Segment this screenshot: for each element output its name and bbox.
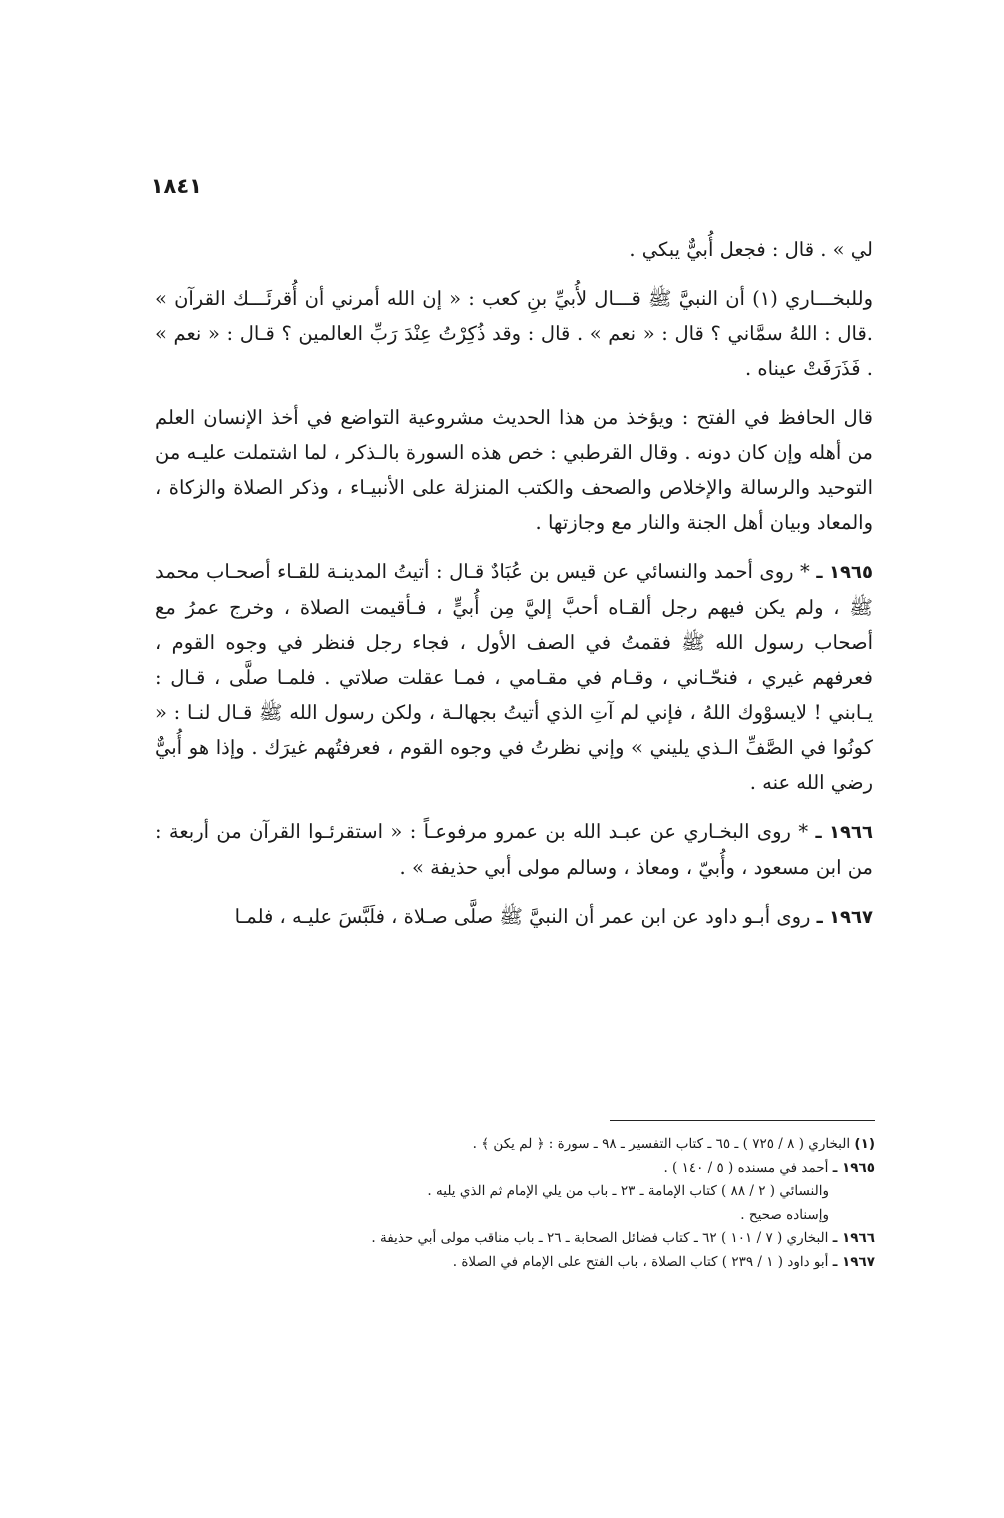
paragraph-continuation bbox=[155, 232, 873, 267]
paragraph-text: وللبخـــاري (١) أن النبيَّ ﷺ قـــال لأُبيِّ بنِ كعب : « إن الله أمرني أن أُقرئَـــك القرآن » .قال : اللهُ سمَّاني ؟ قال : « نعم » . قال : وقد ذُكِرْتُ عِنْدَ رَبِّ العالمين ؟ قـال : « نعم » . فَذَرَفَتْ عيناه . bbox=[155, 287, 873, 380]
footnote-text: البخاري ( ٨ / ٧٢٥ ) ـ ٦٥ ـ كتاب التفسير ـ ٩٨ ـ سورة : ﴿ لم يكن ﴾ . bbox=[472, 1136, 851, 1152]
paragraph-hafiz-commentary bbox=[155, 400, 873, 540]
footnote-text: والنسائي ( ٢ / ٨٨ ) كتاب الإمامة ـ ٢٣ ـ باب من يلي الإمام ثم الذي يليه . bbox=[427, 1183, 829, 1199]
footnote-1966 bbox=[275, 1227, 875, 1251]
hadith-number: ١٩٦٧ ـ bbox=[816, 907, 873, 928]
hadith-1967 bbox=[155, 899, 873, 935]
footnote-text: أحمد في مسنده ( ٥ / ١٤٠ ) . bbox=[663, 1159, 829, 1176]
footnotes bbox=[275, 1120, 875, 1274]
main-text bbox=[155, 232, 873, 949]
paragraph-text: لي » . قال : فجعل أُبيٌّ يبكي . bbox=[629, 238, 873, 261]
footnote-number: ١٩٦٧ ـ bbox=[832, 1253, 875, 1270]
hadith-number: ١٩٦٥ ـ bbox=[816, 562, 873, 583]
paragraph-bukhari-narration bbox=[155, 281, 873, 386]
page-number: ١٨٤١ bbox=[150, 174, 202, 198]
hadith-1966 bbox=[155, 814, 873, 885]
footnote-text: أبو داود ( ١ / ٢٣٩ ) كتاب الصلاة ، باب الفتح على الإمام في الصلاة . bbox=[452, 1253, 829, 1270]
footnote-divider bbox=[610, 1120, 875, 1121]
footnote-1 bbox=[275, 1133, 875, 1157]
hadith-number: ١٩٦٦ ـ bbox=[815, 822, 873, 843]
paragraph-text: قال الحافظ في الفتح : ويؤخذ من هذا الحديث مشروعية التواضع في أخذ الإنسان العلم من أهله وإن كان دونه . وقال القرطبي : خص هذه السورة بالـذكر ، لما اشتملت عليـه من التوحيد والرسالة والإخلاص والصحف والكتب المنزلة على الأنبيـاء ، وذكر الصلاة والزكاة ، والمعاد وبيان أهل الجنة والنار مع وجازتها . bbox=[155, 406, 873, 534]
footnote-number: ١٩٦٦ ـ bbox=[832, 1230, 875, 1246]
footnote-number: ١٩٦٥ ـ bbox=[832, 1159, 875, 1176]
footnote-1965 bbox=[275, 1157, 875, 1181]
footnote-text: البخاري ( ٧ / ١٠١ ) ٦٢ ـ كتاب فضائل الصحابة ـ ٢٦ ـ باب مناقب مولى أبي حذيفة . bbox=[371, 1230, 829, 1246]
footnote-1965-isnad bbox=[275, 1204, 875, 1228]
hadith-text: * روى البخـاري عن عبـد الله بن عمرو مرفوعـاً : « استقرئـوا القرآن من أربعة : من ابن مسعود ، وأُبيّ ، ومعاذ ، وسالم مولى أبي حذيفة » . bbox=[155, 820, 873, 879]
footnote-text: وإسناده صحيح . bbox=[740, 1206, 829, 1223]
hadith-1965 bbox=[155, 554, 873, 800]
footnote-1967 bbox=[275, 1251, 875, 1275]
hadith-text: روى أبـو داود عن ابن عمر أن النبيَّ ﷺ صلَّى صـلاة ، فلَبَّسَ عليـه ، فلمـا bbox=[234, 905, 811, 928]
footnote-number: (١) bbox=[854, 1136, 875, 1152]
hadith-text: * روى أحمد والنسائي عن قيس بن عُبَادٌ قـال : أتيتُ المدينـة للقـاء أصحـاب محمد ﷺ ، ولم يكن فيهم رجل ألقـاه أحبَّ إليَّ مِن أُبيٍّ ، فـأقيمت الصلاة ، وخرج عمرُ مع أصحاب رسول الله ﷺ فقمتُ في الصف الأول ، فجاء رجل فنظر في وجوه القوم ، فعرفهم غيري ، فنحّـاني ، وقـام في مقـامي ، فمـا عقلت صلاتي . فلمـا صلَّى ، قـال : يـابني ! لايسوْوك اللهُ ، فإني لم آتِ الذي أتيتُ بجهالـة ، ولكن رسول الله ﷺ قـال لنـا : « كونُوا في الصَّفِّ الـذي يليني » وإني نظرتُ في وجوه القوم ، فعرفتُهم غيرَك . وإذا هو أُبيٌّ رضي الله عنه . bbox=[155, 560, 873, 794]
footnote-1965-nasai bbox=[275, 1180, 875, 1204]
